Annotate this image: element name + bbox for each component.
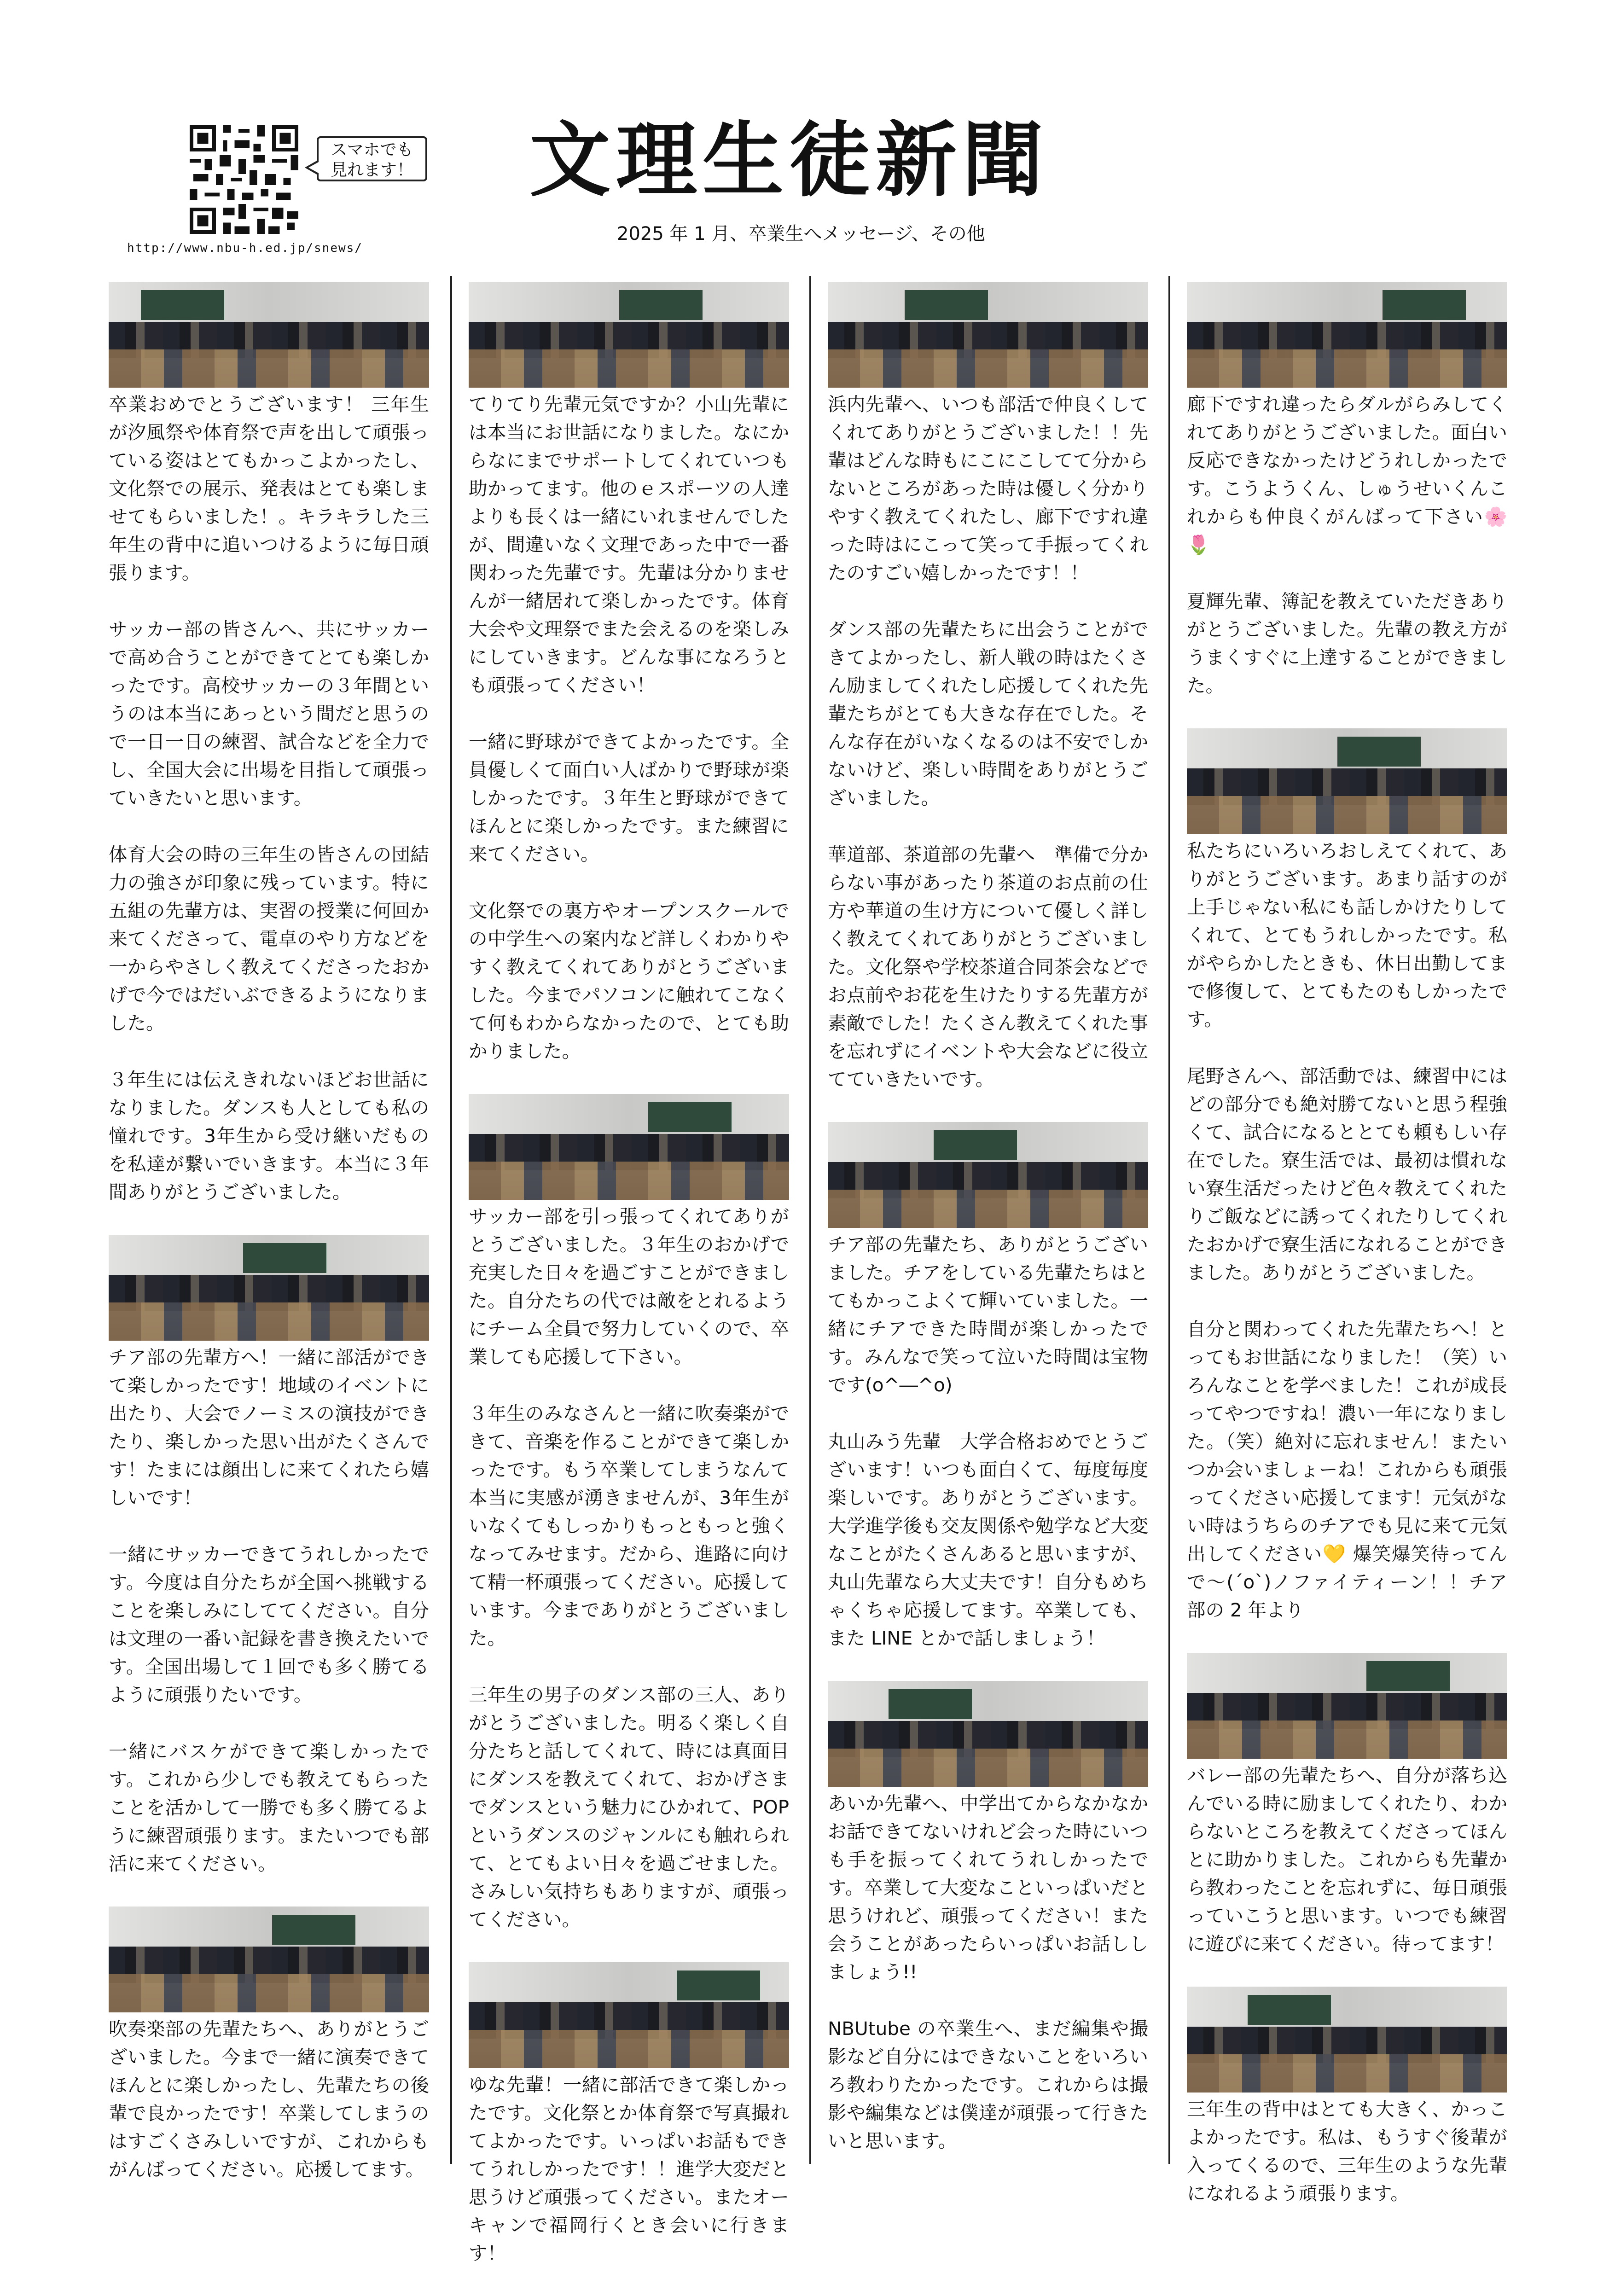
article-text: 自分と関わってくれた先輩たちへ！とってもお世話になりました！（笑）いろんなことを学べました！これが成長ってやつですね！濃い一年になりました。（笑）絶対に忘れません！またいつか会いましょーね！これからも頑張ってください応援してます！元気がない時はうちらのチアでも見に来て元気出してください💛 爆笑爆笑待ってんで～(´o`)ノファイティーン！！チア部の 2 年より xyxy=(1187,1318,1507,1621)
article xyxy=(1187,728,1507,1034)
article-text: サッカー部の皆さんへ、共にサッカーで高め合うことができてとても楽しかったです。高校サッカーの３年間というのは本当にあっという間だと思うので一日一日の練習、試合などを全力でし、全国大会に出場を目指して頑張っていきたいと思います。 xyxy=(109,618,429,809)
column-divider xyxy=(1168,276,1170,2164)
article-text: NBUtube の卒業生へ、まだ編集や撮影など自分にはできないことをいろいろ教わりたかったです。これからは撮影や編集などは僕達が頑張って行きたいと思います。 xyxy=(828,2017,1148,2152)
article xyxy=(109,1235,429,1512)
article-text: あいか先輩へ、中学出てからなかなかお話できてないけれど会った時にいつも手を振ってくれてうれしかったです。卒業して大変なこといっぱいだと思うけれど、頑張ってください！また会うことがあったらいっぱいお話ししましょう!! xyxy=(828,1792,1148,1983)
column-1 xyxy=(109,282,429,2212)
article xyxy=(109,282,429,587)
article-text: 一緒に野球ができてよかったです。全員優しくて面白い人ばかりで野球が楽しかったです。３年生と野球ができてほんとに楽しかったです。また練習に来てください。 xyxy=(469,731,789,865)
issue-subtitle: 2025 年 1 月、卒業生へメッセージ、その他 xyxy=(617,223,985,244)
article xyxy=(469,282,789,699)
article xyxy=(109,616,429,812)
article xyxy=(469,1681,789,1934)
article xyxy=(469,1962,789,2267)
article-text: 卒業おめでとうございます！ 三年生が汐風祭や体育祭で声を出して頑張っている姿はとてもかっこよかったし、文化祭での展示、発表はとても楽しませてもらいました！。キラキラした三年生の背中に追いつけるように毎日頑張ります。 xyxy=(109,393,429,584)
newsletter-url: http://www.nbu-h.ed.jp/snews/ xyxy=(127,241,363,255)
article xyxy=(469,1400,789,1652)
article-text: サッカー部を引っ張ってくれてありがとうございました。３年生のおかげで充実した日々を過ごすことができました。自分たちの代では敵をとれるようにチーム全員で努力していくので、卒業しても応援して下さい。 xyxy=(469,1205,789,1368)
article xyxy=(828,1122,1148,1399)
bubble-line-1: スマホでも xyxy=(331,140,413,159)
column-4 xyxy=(1187,282,1507,2236)
article xyxy=(469,728,789,868)
article xyxy=(828,841,1148,1093)
article xyxy=(1187,282,1507,559)
article xyxy=(109,841,429,1037)
article-text: ３年生には伝えきれないほどお世話になりました。ダンスも人としても私の憧れです。3年生から受け継いだものを私達が繋いでいきます。本当に３年間ありがとうございました。 xyxy=(109,1069,429,1203)
article-text: 体育大会の時の三年生の皆さんの団結力の強さが印象に残っています。特に五組の先輩方は、実習の授業に何回か来てくださって、電卓のやり方などを一からやさしく教えてくださったおかげで今ではだいぶできるようになりました。 xyxy=(109,843,429,1034)
classroom-photo xyxy=(109,282,429,388)
speech-bubble xyxy=(317,136,427,181)
bubble-line-2: 見れます！ xyxy=(330,161,413,180)
article-text: てりてり先輩元気ですか？小山先輩には本当にお世話になりました。なにからなにまでサポートしてくれていつも助かってます。他のｅスポーツの人達よりも長くは一緒にいれませんでしたが、間違いなく文理であった中で一番関わった先輩です。先輩は分かりませんが一緒居れて楽しかったです。体育大会や文理祭でまた会えるのを楽しみにしていきます。どんな事になろうとも頑張ってください！ xyxy=(469,393,789,696)
article xyxy=(469,897,789,1065)
classroom-photo xyxy=(469,282,789,388)
column-divider xyxy=(809,276,811,2164)
column-3 xyxy=(828,282,1148,2184)
classroom-photo xyxy=(469,1094,789,1200)
column-2 xyxy=(469,282,789,2296)
article-text: チア部の先輩たち、ありがとうございました。チアをしている先輩たちはとてもかっこよくて輝いていました。一緒にチアできた時間が楽しかったです。みんなで笑って泣いた時間は宝物です(o^―^o) xyxy=(828,1233,1148,1396)
article xyxy=(1187,1987,1507,2208)
article-text: チア部の先輩方へ！一緒に部活ができて楽しかったです！地域のイベントに出たり、大会でノーミスの演技ができたり、楽しかった思い出がたくさんです！たまには顔出しに来てくれたら嬉しいです！ xyxy=(109,1346,429,1509)
article xyxy=(109,1907,429,2184)
classroom-photo xyxy=(1187,282,1507,388)
article-text: 浜内先輩へ、いつも部活で仲良くしてくれてありがとうございました！！先輩はどんな時もにこにこしてて分からないところがあった時は優しく分かりやすく教えてくれたし、廊下ですれ違った時はにこって笑って手振ってくれたのすごい嬉しかったです！！ xyxy=(828,393,1148,584)
classroom-photo xyxy=(828,282,1148,388)
article xyxy=(109,1738,429,1878)
article-text: 廊下ですれ違ったらダルがらみしてくれてありがとうございました。面白い反応できなかったけどうれしかったです。こうようくん、しゅうせいくんこれからも仲良くがんばって下さい🌸 🌷 xyxy=(1187,393,1507,556)
article-text: 華道部、茶道部の先輩へ 準備で分からない事があったり茶道のお点前の仕方や華道の生け方について優しく詳しく教えてくれてありがとうございました。文化祭や学校茶道合同茶会などでお点前やお花を生けたりする先輩方が素敵でした！たくさん教えてくれた事を忘れずにイベントや大会などに役立てていきたいです。 xyxy=(828,843,1148,1090)
article xyxy=(828,1681,1148,1986)
column-divider xyxy=(450,276,452,2164)
classroom-photo xyxy=(469,1962,789,2068)
qr-code-icon xyxy=(190,125,298,234)
article xyxy=(469,1094,789,1371)
article xyxy=(1187,1653,1507,1958)
newsletter-title: 文理生徒新聞 xyxy=(529,112,1049,208)
article-text: 文化祭での裏方やオープンスクールでの中学生への案内など詳しくわかりやすく教えてくれてありがとうございました。今までパソコンに触れてこなくて何もわからなかったので、とても助かりました。 xyxy=(469,900,789,1062)
classroom-photo xyxy=(828,1122,1148,1228)
article-text: ３年生のみなさんと一緒に吹奏楽ができて、音楽を作ることができて楽しかったです。もう卒業してしまうなんて本当に実感が湧きませんが、3年生がいなくてもしっかりもっともっと強くなってみせます。だから、進路に向けて精一杯頑張ってください。応援しています。今までありがとうございました。 xyxy=(469,1402,789,1649)
article-text: ダンス部の先輩たちに出会うことができてよかったし、新人戦の時はたくさん励ましてくれたし応援してくれた先輩たちがとても大きな存在でした。そんな存在がいなくなるのは不安でしかないけど、楽しい時間をありがとうございました。 xyxy=(828,618,1148,809)
article xyxy=(1187,1062,1507,1287)
article-text: 三年生の背中はとても大きく、かっこよかったです。私は、もうすぐ後輩が入ってくるので、三年生のような先輩になれるよう頑張ります。 xyxy=(1187,2098,1507,2204)
article-text: 私たちにいろいろおしえてくれて、ありがとうございます。あまり話すのが上手じゃない私にも話しかけたりしてくれて、とてもうれしかったです。私がやらかしたときも、休日出勤してまで修復して、とてもたのもしかったです。 xyxy=(1187,840,1507,1030)
article-text: 三年生の男子のダンス部の三人、ありがとうございました。明るく楽しく自分たちと話してくれて、時には真面目にダンスを教えてくれて、おかげさまでダンスという魅力にひかれて、POP というダンスのジャンルにも触れられて、とてもよい日々を過ごせました。さみしい気持ちもありますが、頑張ってください。 xyxy=(469,1684,789,1930)
article-text: 夏輝先輩、簿記を教えていただきありがとうございました。先輩の教え方がうまくすぐに上達することができました。 xyxy=(1187,590,1507,697)
article xyxy=(828,1428,1148,1652)
article-text: 一緒にサッカーできてうれしかったです。今度は自分たちが全国へ挑戦することを楽しみにしててください。自分は文理の一番い記録を書き換えたいです。全国出場して１回でも多く勝てるように頑張りたいです。 xyxy=(109,1543,429,1706)
article-text: バレー部の先輩たちへ、自分が落ち込んでいる時に励ましてくれたり、わからないところを教えてくださってほんとに助かりました。これからも先輩から教わったことを忘れずに、毎日頑張っていこうと思います。いつでも練習に遊びに来てください。待ってます！ xyxy=(1187,1764,1507,1955)
classroom-photo xyxy=(109,1907,429,2012)
article xyxy=(828,616,1148,812)
classroom-photo xyxy=(1187,728,1507,834)
classroom-photo xyxy=(1187,1653,1507,1759)
article-text: ゆな先輩！一緒に部活できて楽しかったです。文化祭とか体育祭で写真撮れてよかったです。いっぱいお話もできてうれしかったです！！進学大変だと思うけど頑張ってください。またオーキャンで福岡行くとき会いに行きます！ xyxy=(469,2074,789,2264)
article xyxy=(1187,587,1507,700)
article-text: 丸山みう先輩 大学合格おめでとうございます！いつも面白くて、毎度毎度楽しいです。ありがとうございます。大学進学後も交友関係や勉学など大変なことがたくさんあると思いますが、丸山先輩なら大丈夫です！自分もめちゃくちゃ応援してます。卒業しても、また LINE とかで話しましょう！ xyxy=(828,1430,1148,1649)
article xyxy=(828,282,1148,587)
article xyxy=(109,1540,429,1709)
article xyxy=(109,1066,429,1206)
article-text: 一緒にバスケができて楽しかったです。これから少しでも教えてもらったことを活かして一勝でも多く勝てるように練習頑張ります。またいつでも部活に来てください。 xyxy=(109,1740,429,1875)
classroom-photo xyxy=(1187,1987,1507,2093)
classroom-photo xyxy=(109,1235,429,1341)
article xyxy=(828,2015,1148,2155)
article-text: 尾野さんへ、部活動では、練習中にはどの部分でも絶対勝てないと思う程強くて、試合になるととても頼もしい存在でした。寮生活では、最初は慣れない寮生活だったけど色々教えてくれたりご飯などに誘ってくれたりしてくれたおかげで寮生活になれることができました。ありがとうございました。 xyxy=(1187,1065,1507,1284)
article xyxy=(1187,1315,1507,1624)
classroom-photo xyxy=(828,1681,1148,1787)
article-text: 吹奏楽部の先輩たちへ、ありがとうございました。今まで一緒に演奏できてほんとに楽しかったし、先輩たちの後輩で良かったです！卒業してしまうのはすごくさみしいですが、これからもがんばってください。応援してます。 xyxy=(109,2018,429,2180)
